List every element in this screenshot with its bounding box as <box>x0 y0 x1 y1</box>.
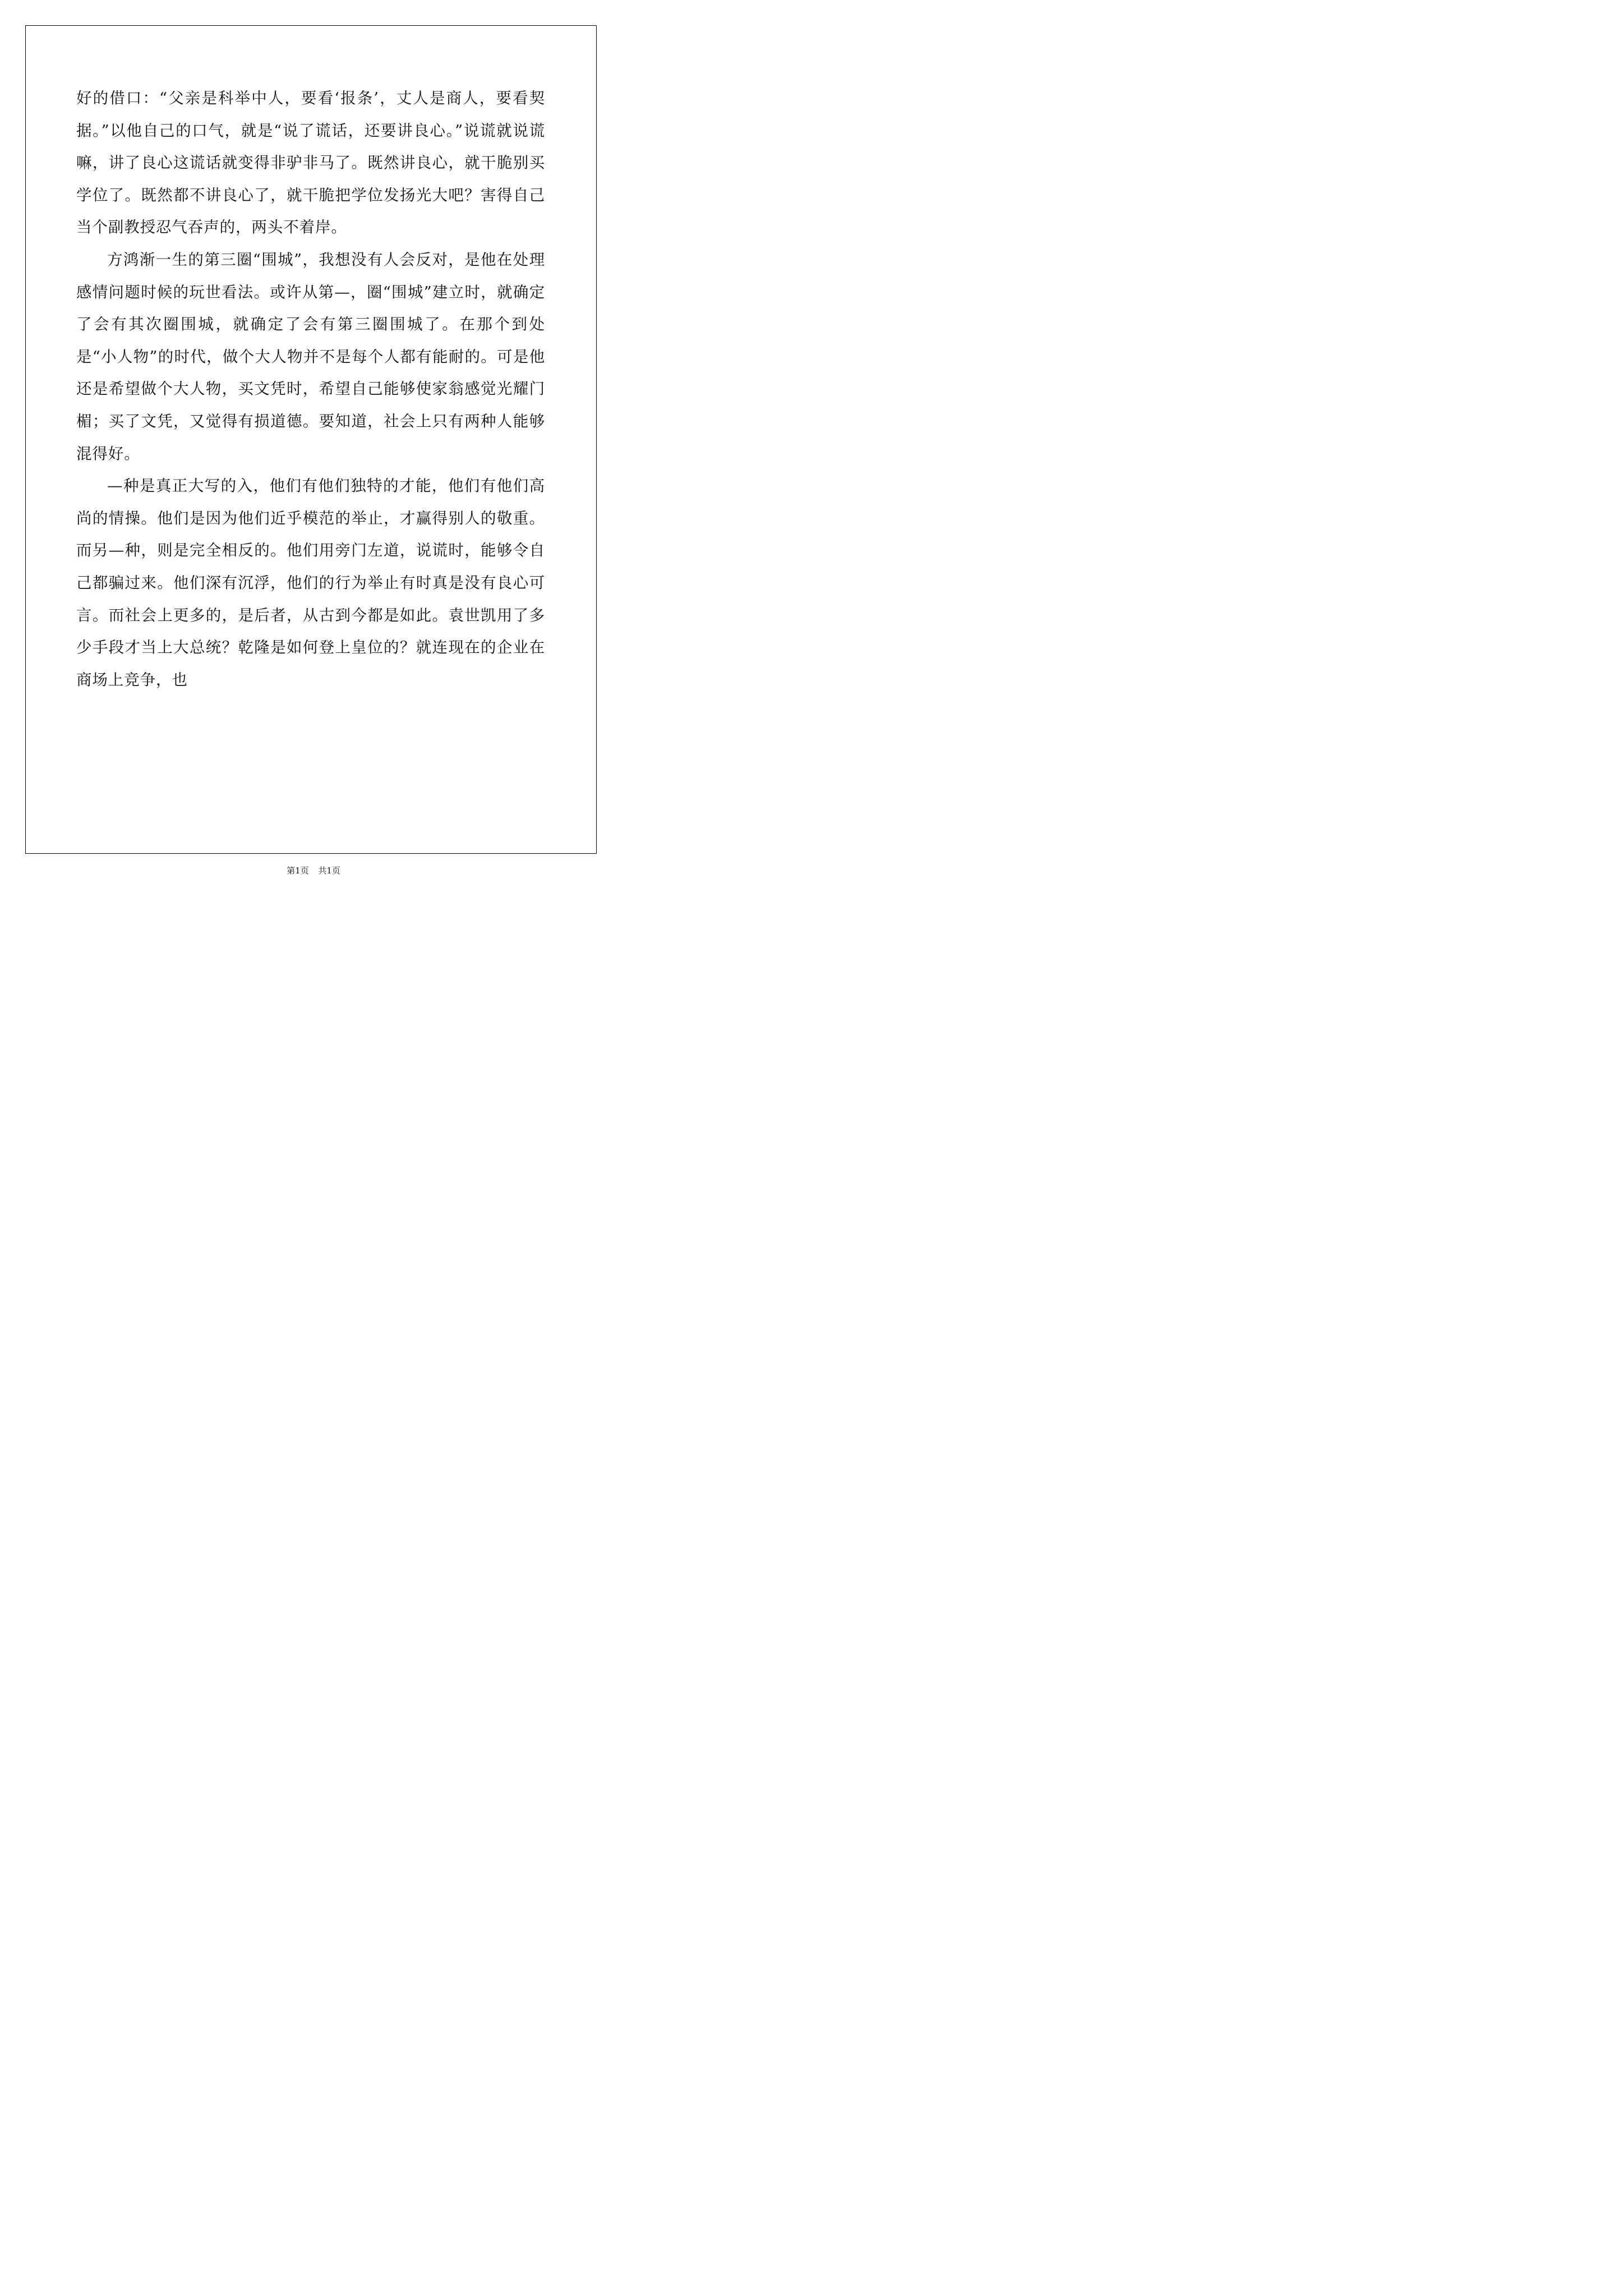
page-number: 第1页 <box>287 866 309 876</box>
document-body <box>76 82 545 696</box>
paragraph-2: 方鸿渐一生的第三圈“围城”，我想没有人会反对，是他在处理感情问题时候的玩世看法。或许从第—，圈“围城”建立时，就确定了会有其次圈围城，就确定了会有第三圈围城了。在那个到处是“小人物”的时代，做个大人物并不是每个人都有能耐的。可是他还是希望做个大人物，买文凭时，希望自己能够使家翁感觉光耀门楣；买了文凭，又觉得有损道德。要知道，社会上只有两种人能够混得好。 <box>76 250 545 463</box>
page-footer <box>0 864 627 876</box>
paragraph-3: —种是真正大写的入，他们有他们独特的才能，他们有他们高尚的情操。他们是因为他们近乎模范的举止，才赢得别人的敬重。而另—种，则是完全相反的。他们用旁门左道，说谎时，能够令自己都骗过来。他们深有沉浮，他们的行为举止有时真是没有良心可言。而社会上更多的，是后者，从古到今都是如此。袁世凯用了多少手段才当上大总统？乾隆是如何登上皇位的？就连现在的企业在商场上竞争，也 <box>76 477 545 689</box>
page-total: 共1页 <box>318 866 340 876</box>
paragraph-1: 好的借口：“父亲是科举中人，要看‘报条’，丈人是商人，要看契据。”以他自己的口气，就是“说了谎话，还要讲良心。”说谎就说谎嘛，讲了良心这谎话就变得非驴非马了。既然讲良心，就干脆别买学位了。既然都不讲良心了，就干脆把学位发扬光大吧？害得自己当个副教授忍气吞声的，两头不着岸。 <box>76 89 545 237</box>
